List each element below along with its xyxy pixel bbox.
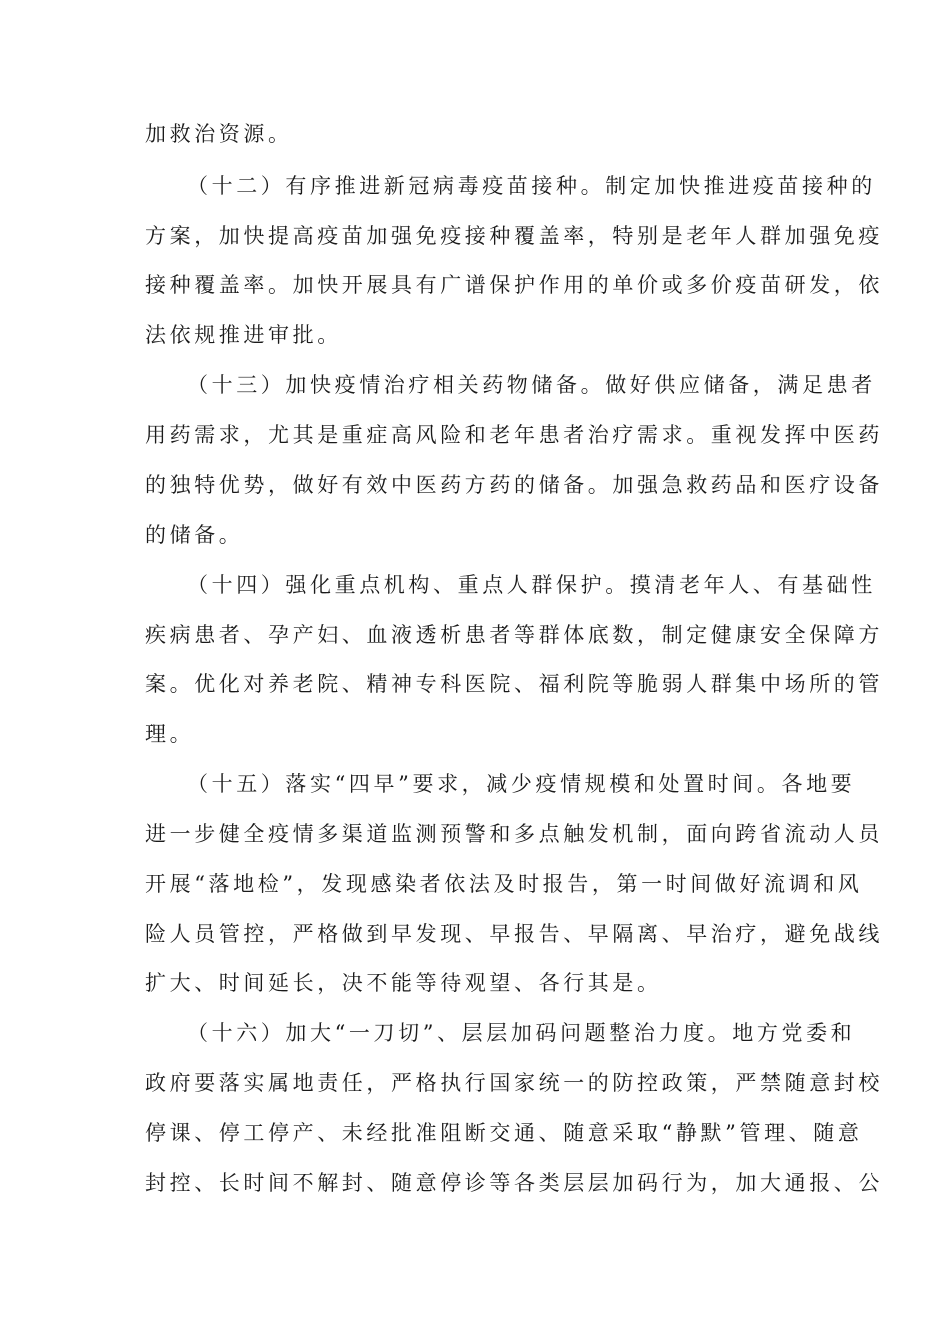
text-line: 停课、停工停产、未经批准阻断交通、随意采取“静默”管理、随意 (145, 1121, 863, 1145)
text-line: 的独特优势，做好有效中医药方药的储备。加强急救药品和医疗设备 (145, 473, 883, 497)
paragraph-13-line-1: （十三）加快疫情治疗相关药物储备。做好供应储备，满足患者 (187, 373, 876, 397)
text-line: 开展“落地检”，发现感染者依法及时报告，第一时间做好流调和风 (145, 872, 863, 896)
text-line: 的储备。 (145, 523, 244, 547)
text-line: 法依规推进审批。 (145, 323, 342, 347)
text-line: 进一步健全疫情多渠道监测预警和多点触发机制，面向跨省流动人员 (145, 822, 883, 846)
paragraph-14-line-1: （十四）强化重点机构、重点人群保护。摸清老年人、有基础性 (187, 573, 876, 597)
text-line: 加救治资源。 (145, 122, 293, 146)
text-line: 用药需求，尤其是重症高风险和老年患者治疗需求。重视发挥中医药 (145, 423, 883, 447)
text-line: 方案，加快提高疫苗加强免疫接种覆盖率，特别是老年人群加强免疫 (145, 224, 883, 248)
text-line: 险人员管控，严格做到早发现、早报告、早隔离、早治疗，避免战线 (145, 922, 883, 946)
text-line: 封控、长时间不解封、随意停诊等各类层层加码行为，加大通报、公 (145, 1171, 883, 1195)
text-line: 扩大、时间延长，决不能等待观望、各行其是。 (145, 971, 662, 995)
text-line: 接种覆盖率。加快开展具有广谱保护作用的单价或多价疫苗研发，依 (145, 273, 883, 297)
text-line: 理。 (145, 722, 195, 746)
paragraph-12-line-1: （十二）有序推进新冠病毒疫苗接种。制定加快推进疫苗接种的 (187, 174, 876, 198)
paragraph-15-line-1: （十五）落实“四早”要求，减少疫情规模和处置时间。各地要 (187, 772, 856, 796)
text-line: 政府要落实属地责任，严格执行国家统一的防控政策，严禁随意封校 (145, 1071, 883, 1095)
paragraph-16-line-1: （十六）加大“一刀切”、层层加码问题整治力度。地方党委和 (187, 1021, 856, 1045)
text-line: 案。优化对养老院、精神专科医院、福利院等脆弱人群集中场所的管 (145, 672, 883, 696)
text-line: 疾病患者、孕产妇、血液透析患者等群体底数，制定健康安全保障方 (145, 623, 883, 647)
